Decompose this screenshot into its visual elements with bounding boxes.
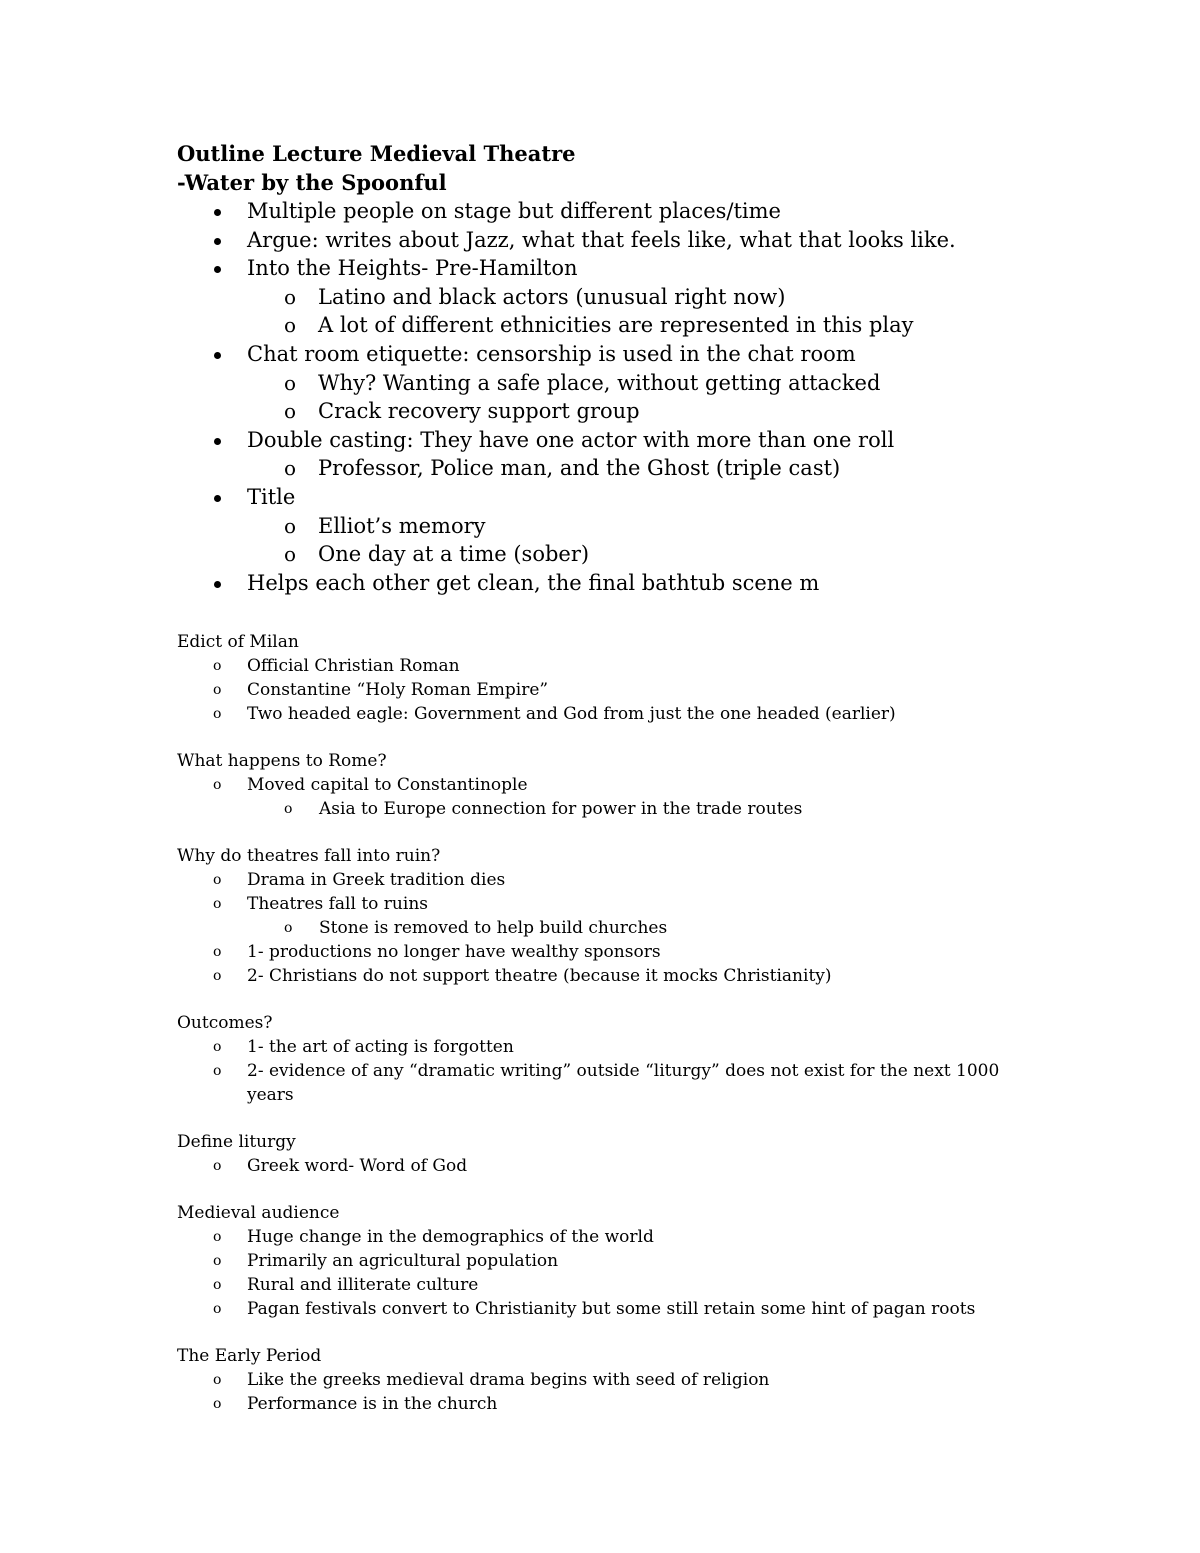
circle-bullet-icon: o xyxy=(213,968,222,985)
section-heading: Why do theatres fall into ruin? xyxy=(177,846,441,867)
circle-bullet-icon: o xyxy=(213,896,222,913)
section-item-text: Huge change in the demographics of the world xyxy=(247,1227,654,1248)
outline-item-text: Into the Heights- Pre-Hamilton xyxy=(247,256,578,281)
section-item xyxy=(177,1035,1200,1059)
notes-section xyxy=(177,1201,1200,1321)
disc-bullet-icon xyxy=(214,438,221,445)
section-list xyxy=(177,1225,1200,1321)
outline-subitem-text: Why? Wanting a safe place, without getting attacked xyxy=(318,370,881,395)
outline-item-text: Double casting: They have one actor with more than one roll xyxy=(247,427,895,452)
circle-bullet-icon: o xyxy=(213,1158,222,1175)
notes-section xyxy=(177,1130,1200,1178)
notes-section xyxy=(177,749,1200,821)
page-subtitle: -Water by the Spoonful xyxy=(177,169,447,195)
circle-bullet-icon: o xyxy=(284,920,293,937)
outline-subitem-text: Latino and black actors (unusual right now) xyxy=(318,284,786,309)
circle-bullet-icon: o xyxy=(213,682,222,699)
section-item xyxy=(177,773,1200,797)
notes-section xyxy=(177,844,1200,988)
disc-bullet-icon xyxy=(214,266,221,273)
circle-bullet-icon: o xyxy=(284,284,297,309)
section-item-text: Performance is in the church xyxy=(247,1394,498,1415)
circle-bullet-icon: o xyxy=(284,399,297,424)
circle-bullet-icon: o xyxy=(213,872,222,889)
section-subitem xyxy=(177,797,1200,821)
section-item-text: Rural and illiterate culture xyxy=(247,1275,479,1296)
outline-item xyxy=(177,254,1200,283)
outline-sublist xyxy=(177,454,1200,483)
section-item xyxy=(177,1273,1200,1297)
circle-bullet-icon: o xyxy=(284,513,297,538)
circle-bullet-icon: o xyxy=(213,1063,222,1080)
notes-section xyxy=(177,1344,1200,1416)
outline-subitem xyxy=(177,283,1200,312)
circle-bullet-icon: o xyxy=(213,1277,222,1294)
section-item xyxy=(177,892,1200,916)
section-item-text: Pagan festivals convert to Christianity but some still retain some hint of pagan roots xyxy=(247,1299,976,1320)
section-heading: Edict of Milan xyxy=(177,632,299,653)
section-subitem-text: Stone is removed to help build churches xyxy=(319,918,668,939)
circle-bullet-icon: o xyxy=(284,456,297,481)
outline-subitem-text: A lot of different ethnicities are represented in this play xyxy=(318,313,914,338)
circle-bullet-icon: o xyxy=(213,944,222,961)
section-item-text: 1- the art of acting is forgotten xyxy=(247,1037,514,1058)
section-item-text: Theatres fall to ruins xyxy=(247,894,428,915)
section-list xyxy=(177,773,1200,821)
section-item xyxy=(177,1249,1200,1273)
circle-bullet-icon: o xyxy=(213,1253,222,1270)
section-list xyxy=(177,1368,1200,1416)
outline-sublist xyxy=(177,283,1200,340)
section-list xyxy=(177,868,1200,988)
disc-bullet-icon xyxy=(214,495,221,502)
section-item-text: Moved capital to Constantinople xyxy=(247,775,528,796)
outline-subitem-text: Elliot’s memory xyxy=(318,513,486,538)
disc-bullet-icon xyxy=(214,209,221,216)
circle-bullet-icon: o xyxy=(284,801,293,818)
outline-item-text: Helps each other get clean, the final bathtub scene m xyxy=(247,570,820,595)
outline-item-text: Chat room etiquette: censorship is used in the chat room xyxy=(247,341,856,366)
section-item xyxy=(177,1392,1200,1416)
circle-bullet-icon: o xyxy=(213,1301,222,1318)
section-item xyxy=(177,1297,1200,1321)
section-item xyxy=(177,964,1200,988)
circle-bullet-icon: o xyxy=(213,777,222,794)
circle-bullet-icon: o xyxy=(213,658,222,675)
outline-subitem xyxy=(177,311,1200,340)
outline-item-text: Multiple people on stage but different places/time xyxy=(247,199,781,223)
outline-subitem-text: One day at a time (sober) xyxy=(318,542,590,567)
section-item-text: 2- evidence of any “dramatic writing” outside “liturgy” does not exist for the next 1000 years xyxy=(247,1061,1000,1106)
notes-sections xyxy=(177,630,1200,1416)
notes-section xyxy=(177,630,1200,726)
section-sublist xyxy=(177,916,1200,940)
outline-subitem xyxy=(177,397,1200,426)
circle-bullet-icon: o xyxy=(284,313,297,338)
section-item xyxy=(177,1225,1200,1249)
outline-item-text: Argue: writes about Jazz, what that feels like, what that looks like. xyxy=(247,227,956,252)
outline-item xyxy=(177,426,1200,455)
section-sublist xyxy=(177,797,1200,821)
circle-bullet-icon: o xyxy=(213,1039,222,1056)
section-heading: Define liturgy xyxy=(177,1132,296,1153)
outline-item xyxy=(177,483,1200,512)
circle-bullet-icon: o xyxy=(284,542,297,567)
outline-item xyxy=(177,226,1200,255)
circle-bullet-icon: o xyxy=(213,706,222,723)
outline-subitem xyxy=(177,369,1200,398)
outline-item xyxy=(177,197,1200,226)
section-item-text: Official Christian Roman xyxy=(247,656,460,677)
section-subitem xyxy=(177,916,1200,940)
section-item-text: Primarily an agricultural population xyxy=(247,1251,559,1272)
notes-section xyxy=(177,1011,1200,1107)
outline-sublist xyxy=(177,512,1200,569)
outline-subitem xyxy=(177,454,1200,483)
section-list xyxy=(177,1154,1200,1178)
section-item xyxy=(177,678,1200,702)
disc-bullet-icon xyxy=(214,352,221,359)
section-list xyxy=(177,654,1200,726)
outline-sublist xyxy=(177,369,1200,426)
section-item xyxy=(177,1154,1200,1178)
circle-bullet-icon: o xyxy=(213,1229,222,1246)
outline-subitem-text: Professor, Police man, and the Ghost (triple cast) xyxy=(318,456,841,481)
section-heading: Outcomes? xyxy=(177,1013,273,1034)
section-item xyxy=(177,702,1200,726)
outline-item xyxy=(177,569,1200,598)
section-list xyxy=(177,1035,1200,1107)
section-item-text: Like the greeks medieval drama begins with seed of religion xyxy=(247,1370,770,1391)
section-item-text: Greek word- Word of God xyxy=(247,1156,468,1177)
circle-bullet-icon: o xyxy=(213,1372,222,1389)
disc-bullet-icon xyxy=(214,238,221,245)
page-title: Outline Lecture Medieval Theatre xyxy=(177,141,576,166)
section-item xyxy=(177,868,1200,892)
outline-item-text: Title xyxy=(247,484,296,509)
section-item-text: 2- Christians do not support theatre (because it mocks Christianity) xyxy=(247,966,832,987)
section-subitem-text: Asia to Europe connection for power in the trade routes xyxy=(319,799,803,820)
section-heading: Medieval audience xyxy=(177,1203,340,1224)
section-item xyxy=(177,1368,1200,1392)
section-heading: What happens to Rome? xyxy=(177,751,387,772)
section-heading: The Early Period xyxy=(177,1346,322,1367)
section-item-text: 1- productions no longer have wealthy sponsors xyxy=(247,942,661,963)
section-item-text: Drama in Greek tradition dies xyxy=(247,870,506,891)
section-item-text: Two headed eagle: Government and God from just the one headed (earlier) xyxy=(247,704,896,725)
outline-item xyxy=(177,340,1200,369)
circle-bullet-icon: o xyxy=(284,370,297,395)
outline-subitem xyxy=(177,540,1200,569)
disc-bullet-icon xyxy=(214,581,221,588)
outline-subitem-text: Crack recovery support group xyxy=(318,399,640,424)
section-item-text: Constantine “Holy Roman Empire” xyxy=(247,680,549,701)
main-outline-list xyxy=(177,197,1200,597)
section-item xyxy=(177,940,1200,964)
section-item xyxy=(177,654,1200,678)
outline-subitem xyxy=(177,512,1200,541)
section-item xyxy=(177,1059,1200,1107)
circle-bullet-icon: o xyxy=(213,1396,222,1413)
